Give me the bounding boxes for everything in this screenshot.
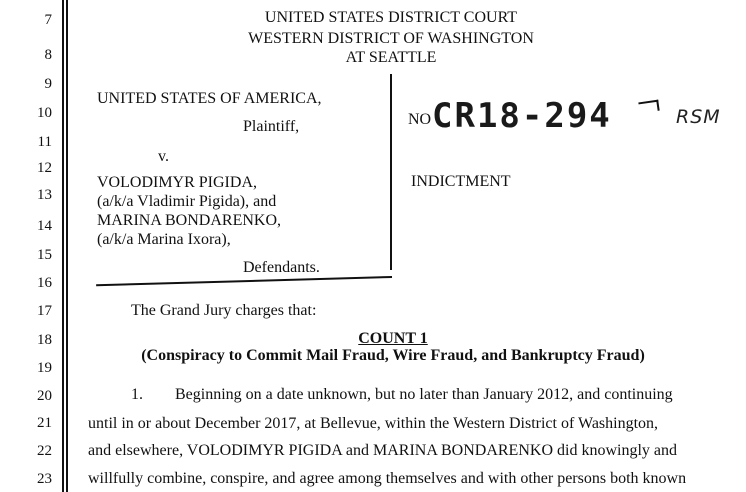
line-number: 14 [37,218,52,234]
plaintiff-name: UNITED STATES OF AMERICA, [97,90,322,107]
paragraph-line: Beginning on a date unknown, but no later than January 2012, and continuing [175,386,673,403]
line-number: 16 [37,275,52,291]
defendants-role: Defendants. [243,259,320,276]
document-type: INDICTMENT [411,173,511,190]
grand-jury-intro: The Grand Jury charges that: [131,302,317,319]
line-number: 7 [44,12,52,28]
line-number: 18 [37,332,52,348]
paragraph-line: willfully combine, conspire, and agree among themselves and with other persons both known [88,470,687,487]
line-number: 12 [37,160,52,176]
versus: v. [158,148,169,165]
defendant-1-name: VOLODIMYR PIGIDA, [97,174,257,191]
case-no-label: NO [408,111,432,128]
line-number: 20 [37,388,52,404]
caption-divider [390,74,392,270]
case-number-stamp: CR18-294 [432,96,612,136]
line-number: 22 [37,443,52,459]
court-name: UNITED STATES DISTRICT COURT [264,9,518,26]
paragraph-line: until in or about December 2017, at Bellevue, within the Western District of Washington, [88,415,659,432]
line-number: 17 [37,303,52,319]
defendant-1-aka: (a/k/a Vladimir Pigida), and [97,193,277,210]
defendant-2-aka: (a/k/a Marina Ixora), [97,231,231,248]
line-number: 13 [37,187,52,203]
handwritten-mark [638,100,659,114]
court-district: WESTERN DISTRICT OF WASHINGTON [248,30,534,47]
line-number: 11 [37,134,52,150]
judge-initials: RSM [676,106,721,128]
margin-rule [66,0,68,492]
margin-rule [62,0,64,492]
count-title: COUNT 1 [358,330,428,347]
plaintiff-role: Plaintiff, [243,118,300,135]
count-subtitle: (Conspiracy to Commit Mail Fraud, Wire Fraud, and Bankruptcy Fraud) [141,347,645,364]
paragraph-number: 1. [131,386,143,403]
court-location: AT SEATTLE [345,49,437,66]
line-number: 19 [37,360,52,376]
paragraph-line: and elsewhere, VOLODIMYR PIGIDA and MARINA BONDARENKO did knowingly and [88,442,677,459]
line-number: 8 [44,47,52,63]
line-number: 23 [37,471,52,487]
defendant-2-name: MARINA BONDARENKO, [97,212,282,229]
line-number: 10 [37,105,52,121]
line-number: 15 [37,247,52,263]
line-number: 21 [37,415,52,431]
line-number: 9 [44,76,52,92]
